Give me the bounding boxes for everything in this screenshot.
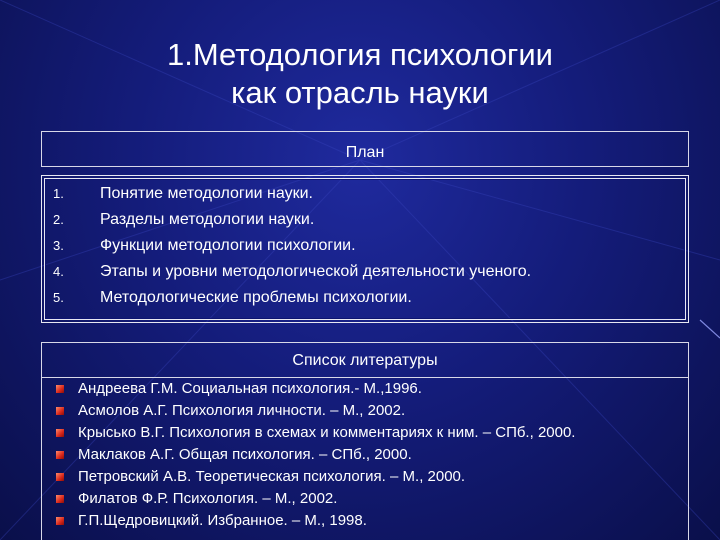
plan-item-number: 5. — [53, 290, 64, 305]
literature-item-text: Маклаков А.Г. Общая психология. – СПб., 2000. — [78, 446, 412, 463]
plan-item-number: 4. — [53, 264, 64, 279]
literature-item — [56, 400, 575, 422]
bullet-icon — [56, 385, 64, 393]
bullet-icon — [56, 451, 64, 459]
plan-item — [53, 259, 531, 285]
literature-list — [56, 378, 575, 532]
plan-header: План — [41, 131, 689, 167]
literature-box — [41, 378, 689, 540]
plan-item-text: Разделы методологии науки. — [100, 211, 315, 228]
plan-item-number: 1. — [53, 186, 64, 201]
plan-item-number: 2. — [53, 212, 64, 227]
plan-item-text: Этапы и уровни методологической деятельности ученого. — [100, 263, 532, 280]
plan-item-number: 3. — [53, 238, 64, 253]
plan-item — [53, 233, 531, 259]
literature-item — [56, 488, 575, 510]
literature-item-text: Андреева Г.М. Социальная психология.- М.,1996. — [78, 380, 422, 397]
plan-item — [53, 207, 531, 233]
literature-item-text: Петровский А.В. Теоретическая психология. – М., 2000. — [78, 468, 466, 485]
bullet-icon — [56, 429, 64, 437]
literature-item — [56, 378, 575, 400]
literature-header: Список литературы — [41, 342, 689, 378]
literature-item — [56, 466, 575, 488]
plan-item-text: Функции методологии психологии. — [100, 237, 356, 254]
literature-item-text: Асмолов А.Г. Психология личности. – М., 2002. — [78, 402, 406, 419]
literature-item-text: Г.П.Щедровицкий. Избранное. – М., 1998. — [78, 512, 367, 529]
literature-item-text: Крысько В.Г. Психология в схемах и комментариях к ним. – СПб., 2000. — [78, 424, 576, 441]
bullet-icon — [56, 517, 64, 525]
plan-list — [53, 181, 531, 311]
title-line-2: как отрасль науки — [231, 75, 489, 110]
literature-item-text: Филатов Ф.Р. Психология. – М., 2002. — [78, 490, 338, 507]
plan-item — [53, 285, 531, 311]
literature-item — [56, 510, 575, 532]
literature-item — [56, 422, 575, 444]
slide-title — [0, 36, 720, 112]
bullet-icon — [56, 473, 64, 481]
plan-box — [41, 175, 689, 323]
plan-item — [53, 181, 531, 207]
bullet-icon — [56, 407, 64, 415]
plan-item-text: Методологические проблемы психологии. — [100, 289, 412, 306]
title-line-1: 1.Методология психологии — [167, 37, 553, 72]
bullet-icon — [56, 495, 64, 503]
literature-item — [56, 444, 575, 466]
plan-item-text: Понятие методологии науки. — [100, 185, 313, 202]
